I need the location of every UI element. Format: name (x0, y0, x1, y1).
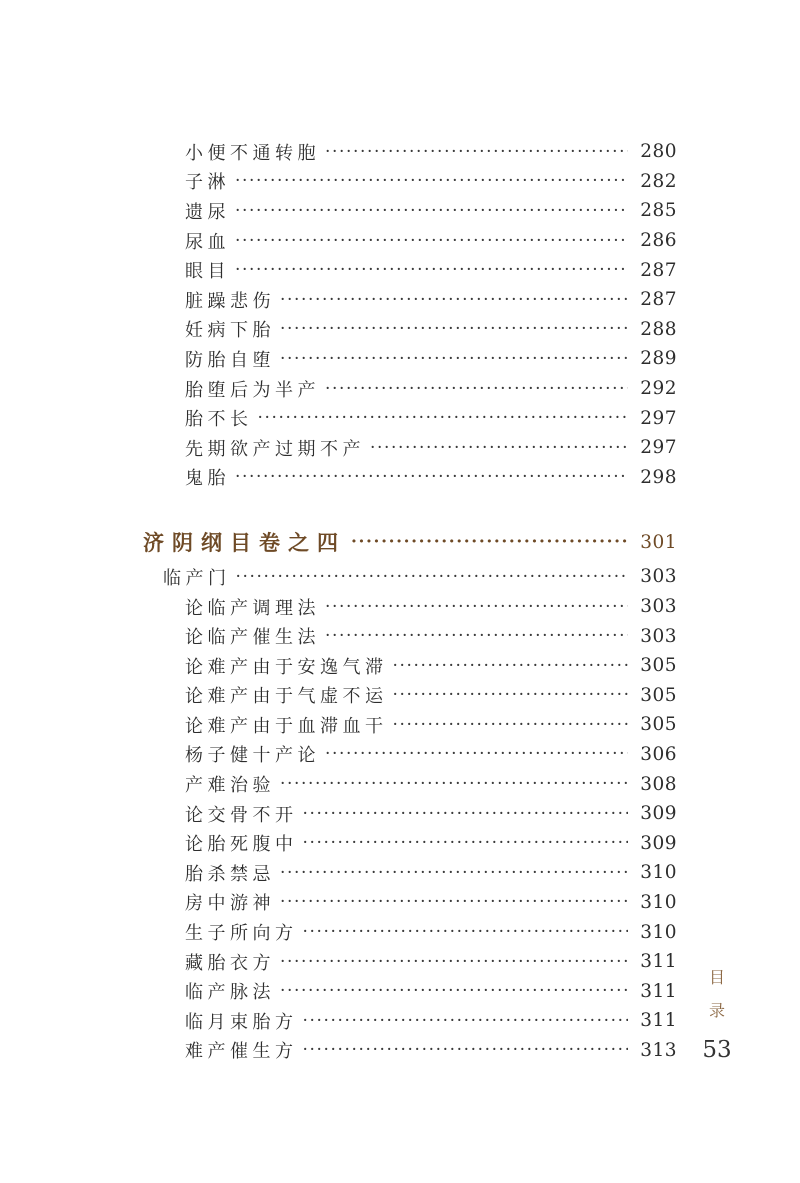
toc-entry-page: 303 (640, 566, 677, 588)
toc-entry-title: 临月束胎方 (185, 1011, 298, 1033)
toc-entry-title: 子淋 (185, 172, 230, 194)
toc-entry-page: 303 (640, 596, 677, 618)
dot-leader (280, 348, 628, 370)
dot-leader (393, 655, 629, 677)
dot-leader (280, 980, 628, 1002)
toc-list (143, 137, 677, 1065)
toc-entry-title: 遗尿 (185, 201, 230, 223)
toc-entry-page: 308 (640, 773, 677, 795)
toc-row (143, 888, 677, 918)
dot-leader (370, 437, 628, 459)
dot-leader (280, 951, 628, 973)
toc-entry-title: 论难产由于安逸气滞 (185, 656, 388, 678)
dot-leader (303, 1039, 629, 1061)
margin-label-char: 录 (708, 1001, 725, 1020)
toc-entry-title: 防胎自堕 (185, 349, 275, 371)
dot-leader (351, 531, 628, 553)
toc-entry-title: 脏躁悲伤 (185, 290, 275, 312)
toc-entry-title: 杨子健十产论 (185, 745, 320, 767)
toc-entry-title: 先期欲产过期不产 (185, 438, 365, 460)
toc-entry-page: 310 (640, 862, 677, 884)
toc-row (143, 226, 677, 256)
dot-leader (303, 832, 629, 854)
toc-entry-page: 287 (640, 289, 677, 311)
dot-leader (280, 862, 628, 884)
dot-leader (303, 1010, 629, 1032)
toc-entry-title: 生子所向方 (185, 923, 298, 945)
toc-row (143, 255, 677, 285)
toc-row (143, 522, 677, 562)
toc-entry-page: 301 (640, 531, 677, 553)
toc-entry-title: 济阴纲目卷之四 (143, 530, 346, 556)
toc-entry-page: 310 (640, 921, 677, 943)
toc-entry-title: 藏胎衣方 (185, 952, 275, 974)
dot-leader (325, 141, 628, 163)
toc-entry-page: 309 (640, 832, 677, 854)
toc-entry-page: 310 (640, 891, 677, 913)
toc-row (143, 463, 677, 493)
toc-entry-title: 鬼胎 (185, 468, 230, 490)
dot-leader (280, 891, 628, 913)
toc-row (143, 681, 677, 711)
toc-entry-title: 眼目 (185, 261, 230, 283)
toc-entry-title: 论临产催生法 (185, 627, 320, 649)
toc-row (143, 799, 677, 829)
toc-entry-title: 胎不长 (185, 409, 253, 431)
toc-entry-page: 305 (640, 655, 677, 677)
toc-row (143, 403, 677, 433)
toc-row (143, 562, 677, 592)
folio-page-number: 53 (702, 1037, 732, 1063)
toc-entry-title: 胎杀禁忌 (185, 863, 275, 885)
dot-leader (235, 170, 628, 192)
toc-row (143, 917, 677, 947)
dot-leader (325, 625, 628, 647)
toc-entry-page: 285 (640, 200, 677, 222)
toc-row (143, 828, 677, 858)
dot-leader (325, 743, 628, 765)
toc-row (143, 621, 677, 651)
toc-entry-title: 产难治验 (185, 775, 275, 797)
dot-leader (235, 259, 628, 281)
toc-entry-page: 292 (640, 378, 677, 400)
dot-leader (280, 289, 628, 311)
toc-entry-page: 306 (640, 743, 677, 765)
toc-entry-title: 临产门 (163, 567, 231, 589)
toc-entry-page: 305 (640, 684, 677, 706)
toc-row (143, 196, 677, 226)
toc-row (143, 1036, 677, 1066)
toc-entry-title: 房中游神 (185, 893, 275, 915)
toc-entry-page: 289 (640, 348, 677, 370)
toc-entry-page: 297 (640, 437, 677, 459)
dot-leader (235, 200, 628, 222)
toc-entry-title: 难产催生方 (185, 1041, 298, 1063)
toc-entry-title: 小便不通转胞 (185, 142, 320, 164)
dot-leader (280, 318, 628, 340)
dot-leader (280, 773, 628, 795)
toc-row (143, 167, 677, 197)
dot-leader (393, 684, 629, 706)
dot-leader (325, 378, 628, 400)
toc-row (143, 651, 677, 681)
toc-entry-page: 303 (640, 625, 677, 647)
toc-entry-page: 313 (640, 1039, 677, 1061)
toc-entry-title: 论交骨不开 (185, 804, 298, 826)
toc-entry-title: 尿血 (185, 231, 230, 253)
toc-row (143, 858, 677, 888)
toc-entry-page: 305 (640, 714, 677, 736)
margin-label-char: 目 (708, 968, 725, 987)
toc-entry-page: 282 (640, 170, 677, 192)
toc-entry-page: 311 (640, 980, 677, 1002)
toc-entry-page: 288 (640, 318, 677, 340)
toc-row (143, 315, 677, 345)
toc-row (143, 592, 677, 622)
toc-row (143, 710, 677, 740)
toc-entry-title: 论胎死腹中 (185, 834, 298, 856)
toc-row (143, 769, 677, 799)
toc-entry-title: 临产脉法 (185, 982, 275, 1004)
toc-row (143, 947, 677, 977)
dot-leader (303, 921, 629, 943)
toc-entry-title: 论临产调理法 (185, 597, 320, 619)
dot-leader (235, 230, 628, 252)
toc-row (143, 285, 677, 315)
toc-entry-page: 311 (640, 951, 677, 973)
toc-entry-page: 297 (640, 407, 677, 429)
toc-entry-title: 论难产由于气虚不运 (185, 686, 388, 708)
dot-leader (258, 407, 629, 429)
toc-entry-page: 280 (640, 141, 677, 163)
toc-row (143, 374, 677, 404)
dot-leader (325, 596, 628, 618)
toc-entry-page: 298 (640, 466, 677, 488)
dot-leader (235, 466, 628, 488)
toc-row (143, 740, 677, 770)
toc-row (143, 344, 677, 374)
toc-entry-title: 妊病下胎 (185, 320, 275, 342)
toc-entry-title: 论难产由于血滞血干 (185, 715, 388, 737)
toc-entry-page: 287 (640, 259, 677, 281)
toc-row (143, 137, 677, 167)
toc-row (143, 1006, 677, 1036)
toc-row (143, 976, 677, 1006)
toc-row (143, 433, 677, 463)
dot-leader (393, 714, 629, 736)
toc-entry-page: 286 (640, 230, 677, 252)
toc-entry-page: 311 (640, 1010, 677, 1032)
dot-leader (236, 566, 629, 588)
dot-leader (303, 803, 629, 825)
toc-entry-page: 309 (640, 803, 677, 825)
toc-entry-title: 胎堕后为半产 (185, 379, 320, 401)
